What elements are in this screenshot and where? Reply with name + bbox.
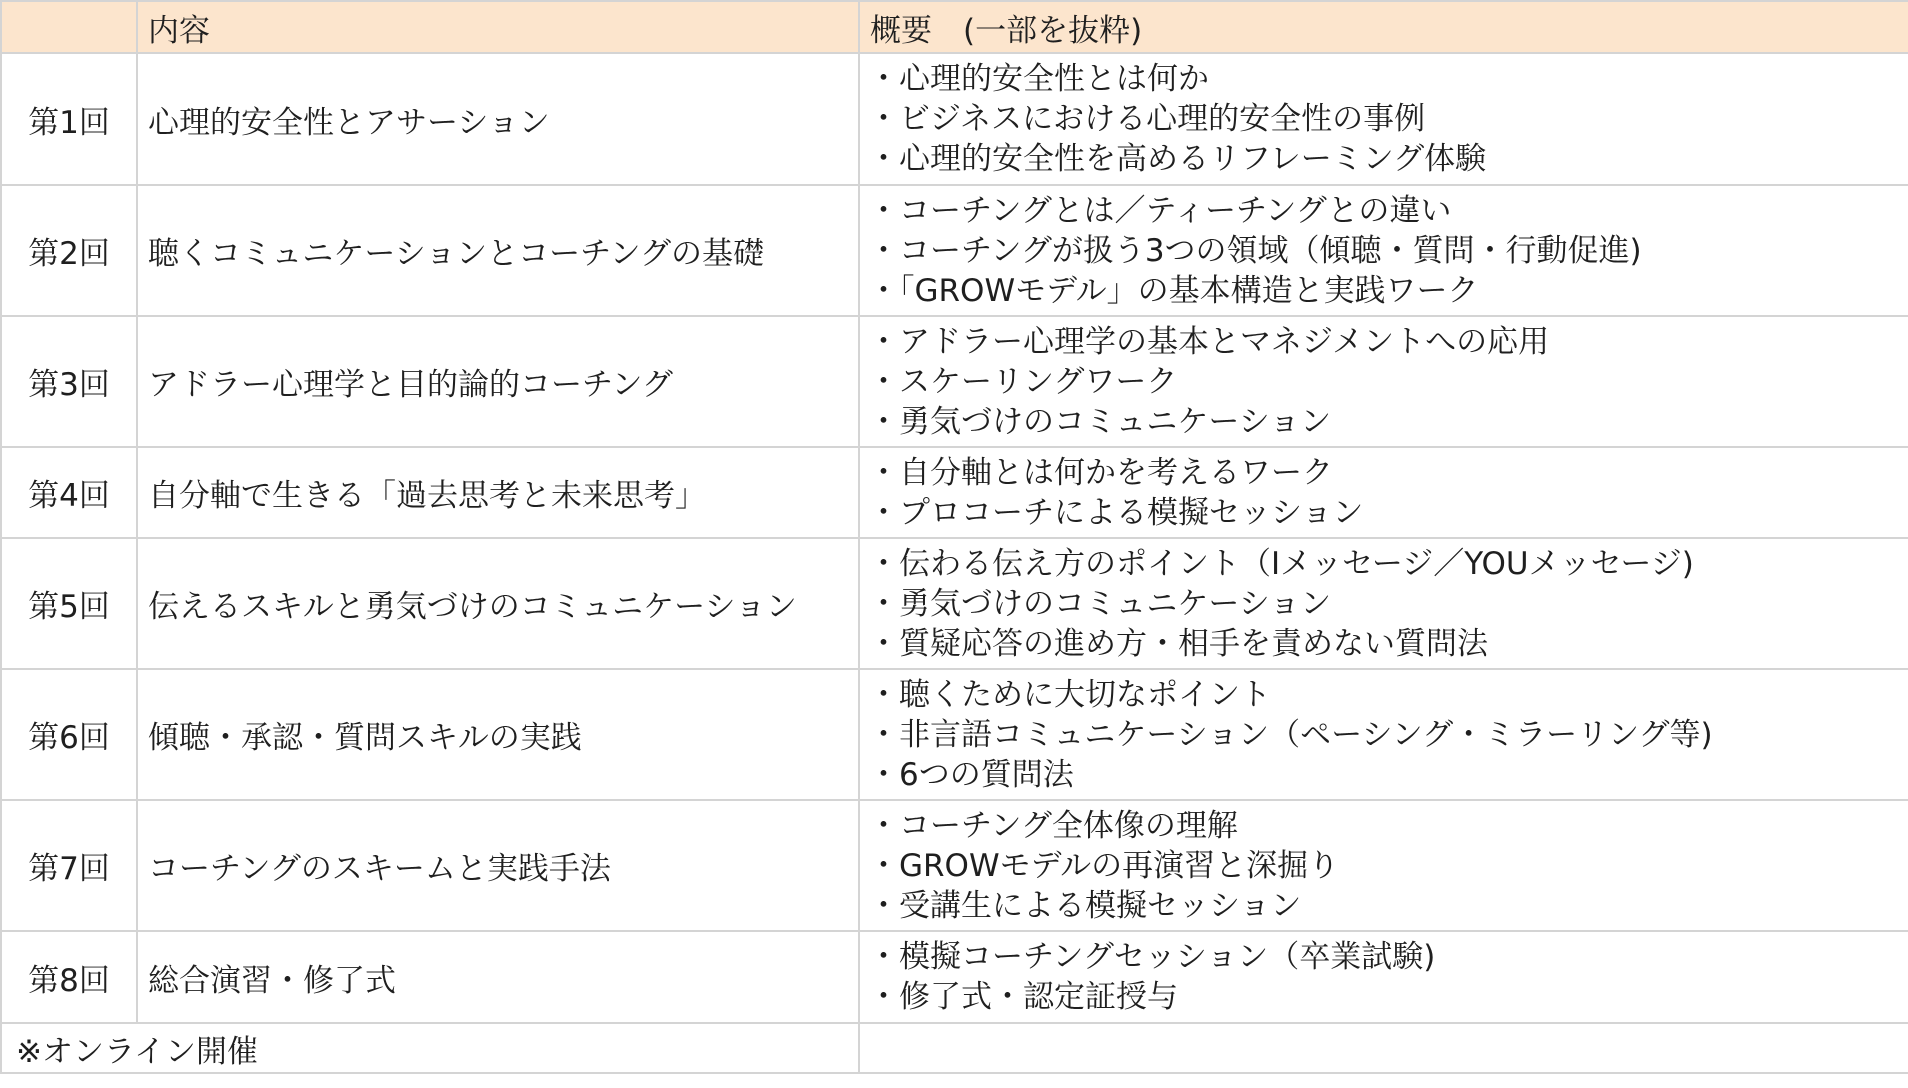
session-summary-cell[interactable] — [859, 316, 1908, 447]
session-number-cell[interactable]: 第3回 — [1, 316, 137, 447]
header-content-cell[interactable]: 内容 — [137, 1, 859, 53]
summary-bullet: ・心理的安全性とは何か — [868, 61, 1209, 97]
table-row — [1, 185, 1908, 316]
session-summary-cell[interactable] — [859, 185, 1908, 316]
session-content-cell[interactable]: コーチングのスキームと実践手法 — [137, 800, 859, 931]
summary-bullet: ・スケーリングワーク — [868, 363, 1178, 400]
summary-bullet: ・「GROWモデル」の基本構造と実践ワーク — [868, 272, 1479, 309]
session-content-cell[interactable]: 聴くコミュニケーションとコーチングの基礎 — [137, 185, 859, 316]
summary-bullet: ・GROWモデルの再演習と深掘り — [868, 847, 1340, 884]
session-content-cell[interactable]: 伝えるスキルと勇気づけのコミュニケーション — [137, 538, 859, 669]
session-number-cell[interactable]: 第8回 — [1, 931, 137, 1023]
summary-bullet: ・修了式・認定証授与 — [868, 979, 1178, 1015]
table-row — [1, 931, 1908, 1023]
empty-cell[interactable] — [859, 1023, 1908, 1073]
header-summary-cell[interactable]: 概要 (一部を抜粋) — [859, 1, 1908, 53]
summary-bullet: ・非言語コミュニケーション（ペーシング・ミラーリング等) — [868, 716, 1713, 753]
session-number-cell[interactable]: 第1回 — [1, 53, 137, 185]
session-number-cell[interactable]: 第5回 — [1, 538, 137, 669]
table-row — [1, 316, 1908, 447]
table-row — [1, 669, 1908, 800]
session-number-cell[interactable]: 第2回 — [1, 185, 137, 316]
session-number-cell[interactable]: 第6回 — [1, 669, 137, 800]
session-summary-cell[interactable] — [859, 669, 1908, 800]
summary-bullet: ・自分軸とは何かを考えるワーク — [868, 454, 1333, 491]
session-content-cell[interactable]: 傾聴・承認・質問スキルの実践 — [137, 669, 859, 800]
session-number-cell[interactable]: 第7回 — [1, 800, 137, 931]
summary-bullet: ・ビジネスにおける心理的安全性の事例 — [868, 101, 1426, 137]
summary-bullet: ・受講生による模擬セッション — [868, 887, 1302, 924]
session-number-cell[interactable]: 第4回 — [1, 447, 137, 538]
session-content-cell[interactable]: アドラー心理学と目的論的コーチング — [137, 316, 859, 447]
header-row — [1, 1, 1908, 53]
session-summary-cell[interactable] — [859, 800, 1908, 931]
summary-bullet: ・模擬コーチングセッション（卒業試験) — [868, 939, 1436, 975]
table-row — [1, 447, 1908, 538]
table-row — [1, 800, 1908, 931]
session-content-cell[interactable]: 総合演習・修了式 — [137, 931, 859, 1023]
session-summary-cell[interactable] — [859, 931, 1908, 1023]
summary-bullet: ・アドラー心理学の基本とマネジメントへの応用 — [868, 323, 1550, 360]
session-summary-cell[interactable] — [859, 53, 1908, 185]
session-content-cell[interactable]: 心理的安全性とアサーション — [137, 53, 859, 185]
session-content-cell[interactable]: 自分軸で生きる「過去思考と未来思考」 — [137, 447, 859, 538]
session-summary-cell[interactable] — [859, 538, 1908, 669]
summary-bullet: ・コーチング全体像の理解 — [868, 807, 1238, 844]
summary-bullet: ・質疑応答の進め方・相手を責めない質問法 — [868, 625, 1488, 662]
summary-bullet: ・勇気づけのコミュニケーション — [868, 403, 1332, 440]
summary-bullet: ・心理的安全性を高めるリフレーミング体験 — [868, 141, 1487, 177]
online-note[interactable]: ※オンライン開催 — [1, 1023, 859, 1073]
summary-bullet: ・伝わる伝え方のポイント（Iメッセージ／YOUメッセージ) — [868, 545, 1694, 582]
summary-bullet: ・プロコーチによる模擬セッション — [868, 494, 1364, 531]
summary-bullet: ・6つの質問法 — [868, 756, 1074, 793]
table-row — [1, 53, 1908, 185]
summary-bullet: ・勇気づけのコミュニケーション — [868, 585, 1332, 622]
summary-bullet: ・コーチングとは／ティーチングとの違い — [868, 192, 1452, 229]
summary-bullet: ・聴くために大切なポイント — [868, 676, 1271, 713]
session-summary-cell[interactable] — [859, 447, 1908, 538]
footer-row — [1, 1023, 1908, 1073]
header-number-cell[interactable] — [1, 1, 137, 53]
table-row — [1, 538, 1908, 669]
summary-bullet: ・コーチングが扱う3つの領域（傾聴・質問・行動促進) — [868, 232, 1642, 269]
